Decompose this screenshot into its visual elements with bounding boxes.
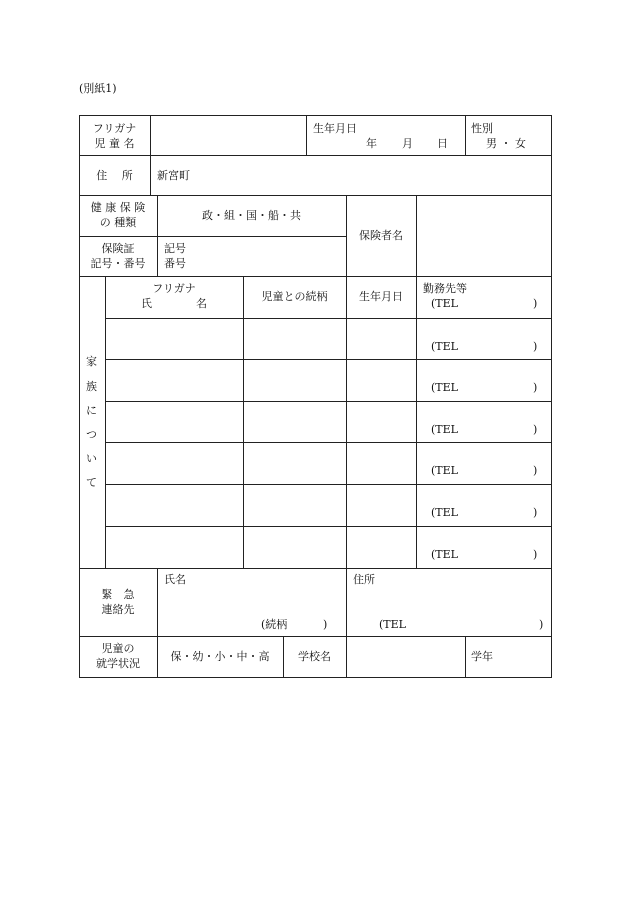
tel-open: (TEL bbox=[431, 423, 458, 436]
school-type-options[interactable]: 保・幼・小・中・高 bbox=[170, 650, 270, 663]
insurance-type-label-2: の 種類 bbox=[99, 216, 137, 229]
furigana-label: フリガナ bbox=[92, 122, 137, 135]
family-side-char: に bbox=[86, 404, 97, 417]
tel-close: ) bbox=[533, 506, 538, 519]
insured-name-label: 保険者名 bbox=[359, 229, 403, 242]
family-relation-header: 児童との続柄 bbox=[261, 290, 328, 303]
symbol-label: 記号 bbox=[164, 242, 186, 255]
tel-open: (TEL bbox=[431, 548, 458, 561]
birth-day-unit: 日 bbox=[437, 137, 448, 150]
school-status-label: 児童の bbox=[101, 642, 135, 655]
tel-open: (TEL bbox=[431, 506, 458, 519]
child-name-field[interactable] bbox=[151, 116, 305, 154]
family-side-char: い bbox=[86, 452, 97, 465]
family-side-char: 家 bbox=[86, 355, 97, 368]
insured-name-field[interactable] bbox=[417, 196, 551, 275]
insurance-card-label: 保険証 bbox=[101, 242, 135, 255]
tel-open: (TEL bbox=[431, 464, 458, 477]
insurance-type-options[interactable]: 政・組・国・船・共 bbox=[202, 209, 301, 222]
emergency-label-2: 連絡先 bbox=[101, 603, 135, 616]
tel-open: (TEL bbox=[431, 340, 458, 353]
tel-close: ) bbox=[533, 381, 538, 394]
family-furigana-header: フリガナ bbox=[152, 282, 196, 295]
family-work-header: 勤務先等 bbox=[423, 282, 467, 295]
birth-month-unit: 月 bbox=[402, 137, 413, 150]
tel-open: (TEL bbox=[379, 618, 406, 631]
school-name-field[interactable] bbox=[347, 637, 464, 677]
emergency-name-label: 氏名 bbox=[164, 573, 186, 586]
tel-open: (TEL bbox=[431, 381, 458, 394]
number-label: 番号 bbox=[164, 257, 186, 270]
tel-close: ) bbox=[539, 618, 544, 631]
tel-close: ) bbox=[533, 464, 538, 477]
birth-label: 生年月日 bbox=[313, 122, 357, 135]
address-label: 住 所 bbox=[96, 169, 133, 182]
school-name-label: 学校名 bbox=[298, 650, 331, 663]
family-birth-header: 生年月日 bbox=[359, 290, 403, 303]
emergency-relation: (続柄 bbox=[261, 618, 288, 631]
emergency-address-label: 住所 bbox=[353, 573, 375, 586]
sex-options[interactable]: 男 ・ 女 bbox=[486, 137, 526, 150]
family-name-header: 氏 名 bbox=[141, 297, 207, 310]
grade-label: 学年 bbox=[471, 650, 493, 663]
tel-close: ) bbox=[533, 297, 538, 310]
family-side-char: て bbox=[86, 476, 97, 489]
sex-label: 性別 bbox=[471, 122, 493, 135]
address-value[interactable]: 新宮町 bbox=[157, 169, 190, 182]
insurance-type-label: 健 康 保 険 bbox=[90, 201, 146, 214]
school-status-label-2: 就学状況 bbox=[96, 657, 140, 670]
emergency-relation-close: ) bbox=[323, 618, 328, 631]
insurance-card-label-2: 記号・番号 bbox=[90, 257, 146, 270]
family-side-char: 族 bbox=[86, 380, 97, 393]
birth-year-unit: 年 bbox=[366, 137, 377, 150]
emergency-label: 緊 急 bbox=[101, 588, 135, 601]
child-name-label: 児 童 名 bbox=[94, 137, 135, 150]
tel-open: (TEL bbox=[431, 297, 458, 310]
tel-close: ) bbox=[533, 548, 538, 561]
tel-close: ) bbox=[533, 423, 538, 436]
tel-close: ) bbox=[533, 340, 538, 353]
attachment-label: (別紙1) bbox=[79, 82, 117, 95]
family-side-char: つ bbox=[86, 428, 97, 441]
